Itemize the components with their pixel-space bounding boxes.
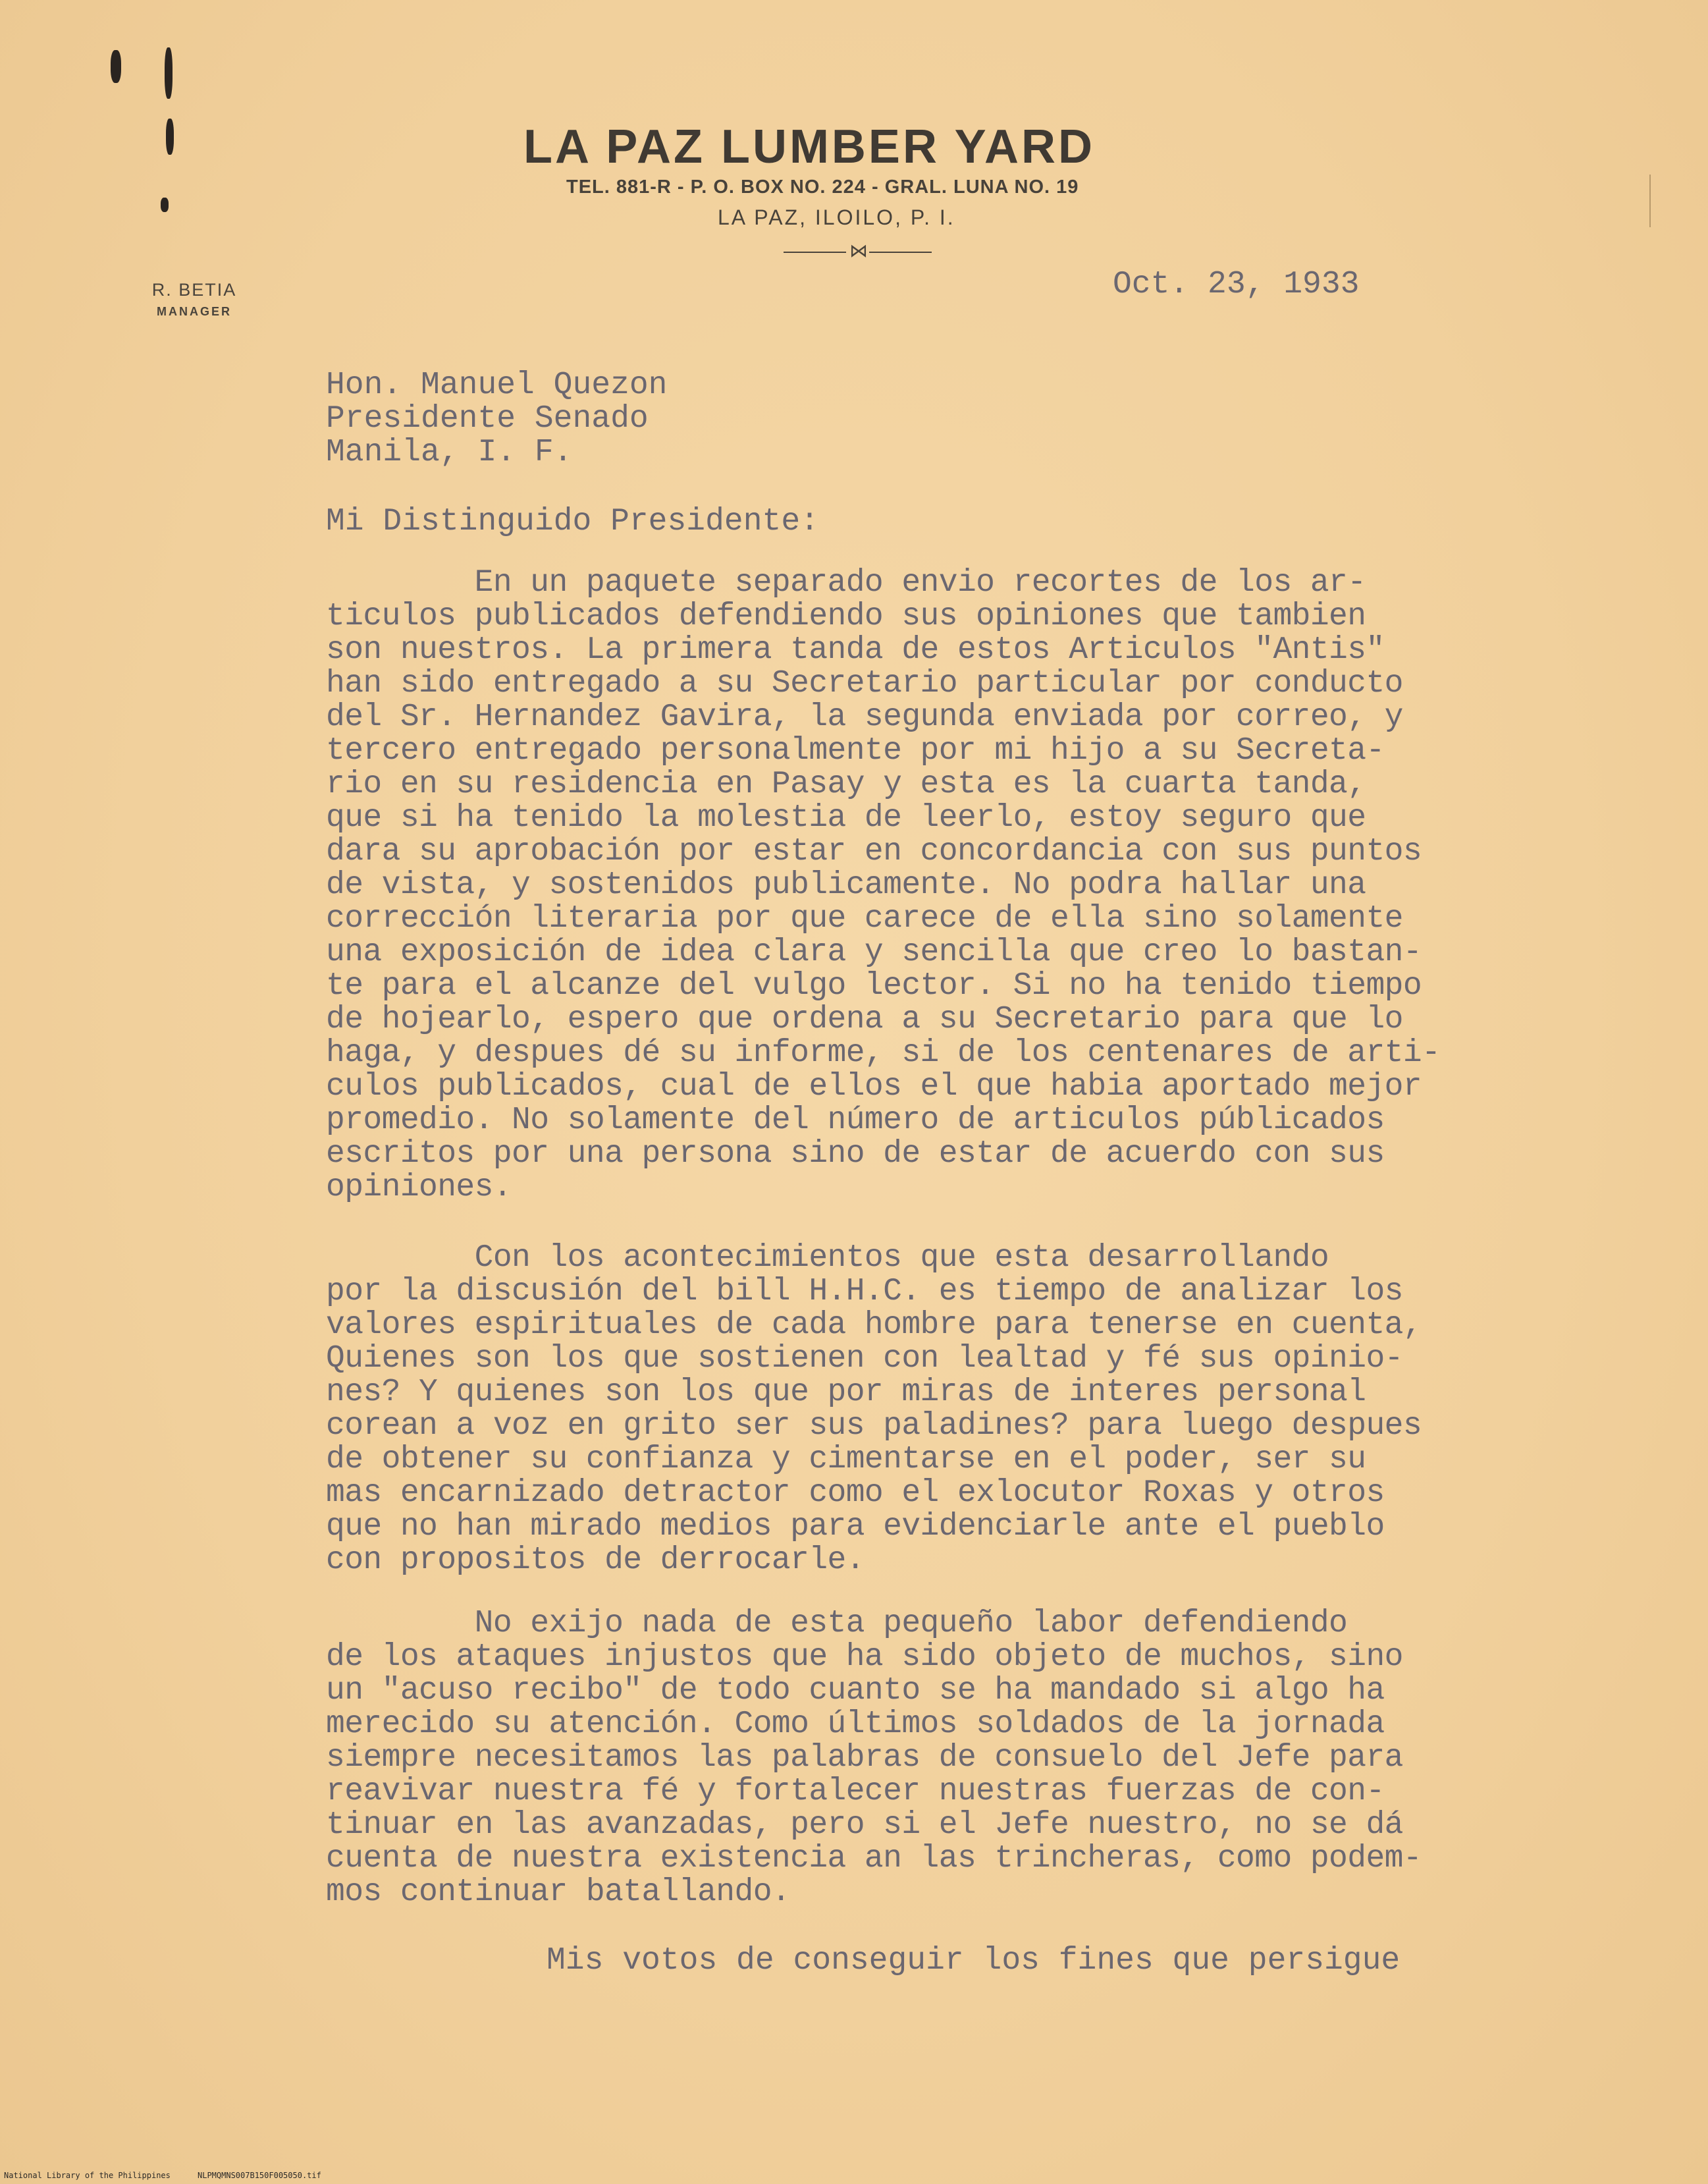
file-id: NLPMQMNS007B150F005050.tif [198,2171,321,2180]
body-paragraph-2: Con los acontecimientos que esta desarrollando por la discusión del bill H.H.C. es tiempo de analizar los valores espirituales de cada hombre para tenerse en cuenta, Quienes son los que sostienen con lealtad y fé sus opinio- nes? Y quienes son los que por miras de interes personal corean a voz en grito ser sus paladines? para luego despues de obtener su confianza y cimentarse en el poder, ser su mas encarnizado detractor como el exlocutor Roxas y otros que no han mirado medios para evidenciarle ante el pueblo con propositos de derrocarle. [326,1240,1422,1578]
punch-hole-mark [165,47,173,99]
letterhead-ornament [784,242,932,262]
punch-hole-mark [111,50,121,83]
punch-hole-mark [161,198,169,212]
company-contact: TEL. 881-R - P. O. BOX NO. 224 - GRAL. LUNA NO. 19 [566,177,1079,198]
ornament-icon: ⋈ [849,242,868,263]
punch-hole-mark [166,119,174,155]
company-city: LA PAZ, ILOILO, P. I. [718,205,955,229]
salutation: Mi Distinguido Presidente: [326,504,819,539]
recipient-line: Hon. Manuel Quezon [326,368,668,403]
closing-line: Mis votos de conseguir los fines que persigue [547,1943,1401,1979]
archive-credit: National Library of the Philippines [4,2171,171,2180]
body-paragraph-3: No exijo nada de esta pequeño labor defendiendo de los ataques injustos que ha sido objeto de muchos, sino un "acuso recibo" de todo cuanto se ha mandado si algo ha merecido su atención. Como últimos soldados de la jornada siempre necesitamos las palabras de consuelo del Jefe para reavivar nuestra fé y fortalecer nuestras fuerzas de con- tinuar en las avanzadas, pero si el Jefe nuestro, no se dá cuenta de nuestra existencia an las trincheras, como podem- mos continuar batallando. [326,1606,1422,1910]
manager-name: R. BETIA [151,280,237,300]
paper-edge-mark [1649,175,1665,227]
recipient-line: Presidente Senado [326,401,649,437]
body-paragraph-1: En un paquete separado envio recortes de los ar- ticulos publicados defendiendo sus opiniones que tambien son nuestros. La primera tanda de estos Articulos "Antis" han sido entregado a su Secretario particular por conducto del Sr. Hernandez Gavira, la segunda enviada por correo, y tercero entregado personalmente por mi hijo a su Secreta- rio en su residencia en Pasay y esta es la cuarta tanda, que si ha tenido la molestia de leerlo, estoy seguro que dara su aprobación por estar en concordancia con sus puntos de vista, y sostenidos publicamente. No podra hallar una corrección literaria por que carece de ella sino solamente una exposición de idea clara y sencilla que creo lo bastan- te para el alcanze del vulgo lector. Si no ha tenido tiempo de hojearlo, espero que ordena a su Secretario para que lo haga, y despues dé su informe, si de los centenares de arti- culos publicados, cual de ellos el que habia aportado mejor promedio. No solamente del número de articulos públicados escritos por una persona sino de estar de acuerdo con sus opiniones. [326,565,1441,1205]
company-name: LA PAZ LUMBER YARD [523,121,1096,173]
letter-date: Oct. 23, 1933 [1113,267,1360,302]
recipient-line: Manila, I. F. [326,435,573,470]
manager-title: MANAGER [157,305,232,318]
